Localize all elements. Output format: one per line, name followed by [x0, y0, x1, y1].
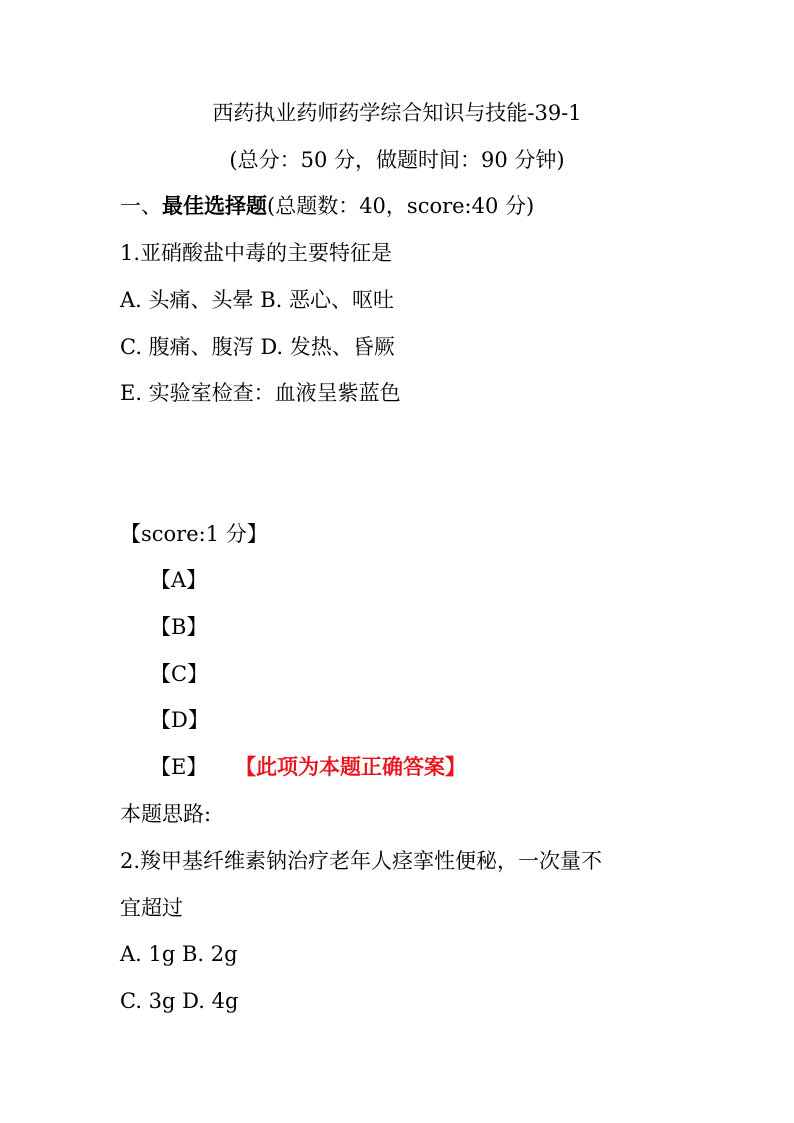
question-1-score: 【score:1 分】 [120, 522, 268, 546]
question-2-stem-line-2: 宜超过 [120, 896, 183, 920]
answer-option-e[interactable]: 【E】 [150, 755, 208, 779]
question-1-option-e: E. 实验室检查：血液呈紫蓝色 [120, 381, 401, 405]
document-title: 西药执业药师药学综合知识与技能-39-1 [212, 101, 582, 125]
section-name: 最佳选择题 [162, 194, 267, 218]
question-2-stem-line-1: 2.羧甲基纤维素钠治疗老年人痉挛性便秘，一次量不 [120, 849, 603, 873]
document-subtitle: (总分：50 分，做题时间：90 分钟) [229, 148, 565, 172]
reasoning-label: 本题思路: [120, 802, 212, 826]
answer-option-a[interactable]: 【A】 [150, 568, 208, 592]
section-info: (总题数：40，score:40 分) [267, 194, 535, 218]
question-2-options-cd: C. 3g D. 4g [120, 989, 239, 1013]
question-1-options-cd: C. 腹痛、腹泻 D. 发热、昏厥 [120, 335, 395, 359]
answer-option-b[interactable]: 【B】 [150, 615, 208, 639]
correct-answer-note: 【此项为本题正确答案】 [235, 755, 466, 779]
section-heading [120, 192, 534, 220]
answer-option-c[interactable]: 【C】 [150, 662, 209, 686]
question-1-options-ab: A. 头痛、头晕 B. 恶心、呕吐 [120, 288, 394, 312]
answer-option-d[interactable]: 【D】 [150, 708, 209, 732]
question-2-options-ab: A. 1g B. 2g [120, 942, 238, 966]
section-prefix: 一、 [120, 194, 162, 218]
question-1-stem: 1.亚硝酸盐中毒的主要特征是 [120, 241, 393, 265]
